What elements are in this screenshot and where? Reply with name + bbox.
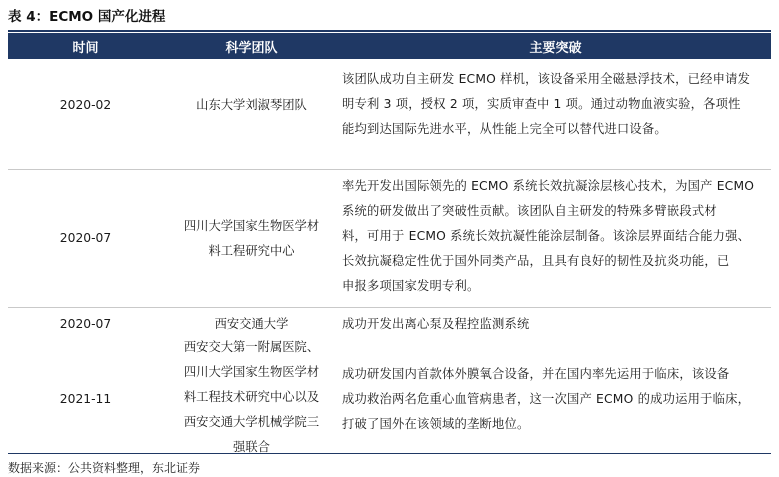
top-rule (8, 30, 771, 32)
header-breakthrough: 主要突破 (529, 40, 582, 56)
row-team: 西安交大第一附属医院、 四川大学国家生物医学材 料工程技术研究中心以及 西安交通大学机械学院三 强联合 (183, 340, 320, 454)
bottom-rule (8, 453, 771, 454)
row-date: 2020-07 (59, 317, 112, 331)
row-date: 2021-11 (59, 392, 112, 406)
table-header (8, 33, 771, 59)
table-caption: 表 4：ECMO 国产化进程 (8, 9, 166, 25)
row-team: 四川大学国家生物医学材 料工程研究中心 (183, 219, 320, 258)
row-description: 该团队成功自主研发 ECMO 样机，该设备采用全磁悬浮技术，已经申请发 明专利 3 项，授权 2 项，实质审查中 1 项。通过动物血液实验，各项性 能均到达国际先进水平，从性能上完全可以替代进口设备。 (342, 72, 751, 136)
header-team: 科学团队 (225, 40, 278, 56)
table-row (8, 335, 771, 455)
row-description: 成功开发出离心泵及程控监测系统 (342, 317, 530, 331)
ecmo-table (8, 33, 771, 454)
source-note: 数据来源：公共资料整理，东北证券 (8, 461, 201, 475)
row-team: 西安交通大学 (214, 317, 289, 331)
header-time: 时间 (72, 40, 99, 56)
row-date: 2020-07 (59, 231, 112, 245)
row-description: 率先开发出国际领先的 ECMO 系统长效抗凝涂层核心技术，为国产 ECMO 系统的研发做出了突破性贡献。该团队自主研发的特殊多臂嵌段式材 料，可用于 ECMO 系统长效抗凝性能涂层制备。该涂层界面结合能力强、 长效抗凝稳定性优于国外同类产品，且具有良好的韧性及抗炎功能，已 申报多项国家发明专利。 (342, 179, 755, 293)
row-team: 山东大学刘淑琴团队 (196, 98, 307, 112)
table-row (8, 170, 771, 330)
table-row (8, 59, 771, 153)
table-row (8, 308, 771, 338)
row-description: 成功研发国内首款体外膜氧合设备，并在国内率先运用于临床，该设备 成功救治两名危重心血管病患者，这一次国产 ECMO 的成功运用于临床， 打破了国外在该领域的垄断地位。 (342, 367, 751, 431)
row-date: 2020-02 (59, 98, 112, 112)
